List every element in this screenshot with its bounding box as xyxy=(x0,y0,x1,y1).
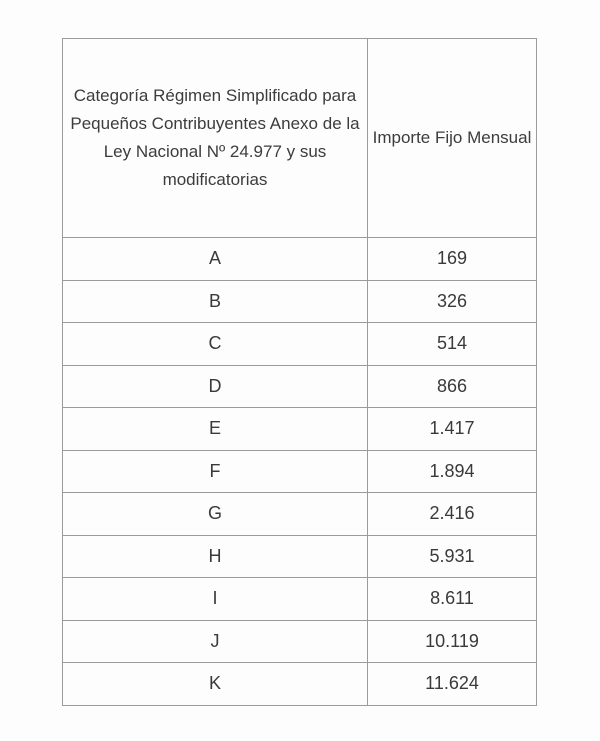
amount-cell: 10.119 xyxy=(368,620,537,663)
amount-cell: 169 xyxy=(368,238,537,281)
amount-cell: 1.417 xyxy=(368,408,537,451)
category-cell: J xyxy=(63,620,368,663)
category-amount-table xyxy=(62,38,537,706)
amount-cell: 5.931 xyxy=(368,535,537,578)
category-cell: D xyxy=(63,365,368,408)
table-row xyxy=(63,365,537,408)
amount-cell: 326 xyxy=(368,280,537,323)
table-row xyxy=(63,238,537,281)
table-row xyxy=(63,663,537,706)
category-cell: A xyxy=(63,238,368,281)
table-row xyxy=(63,578,537,621)
table-row xyxy=(63,323,537,366)
table-row xyxy=(63,493,537,536)
header-category: Categoría Régimen Simplificado para Pequeños Contribuyentes Anexo de la Ley Nacional Nº 24.977 y sus modificatorias xyxy=(63,39,368,238)
category-cell: F xyxy=(63,450,368,493)
amount-cell: 2.416 xyxy=(368,493,537,536)
category-cell: H xyxy=(63,535,368,578)
table-row xyxy=(63,450,537,493)
category-cell: G xyxy=(63,493,368,536)
table-row xyxy=(63,408,537,451)
header-amount: Importe Fijo Mensual xyxy=(368,39,537,238)
category-cell: I xyxy=(63,578,368,621)
amount-cell: 11.624 xyxy=(368,663,537,706)
amount-cell: 8.611 xyxy=(368,578,537,621)
amount-cell: 514 xyxy=(368,323,537,366)
amount-cell: 866 xyxy=(368,365,537,408)
table-row xyxy=(63,620,537,663)
table-row xyxy=(63,280,537,323)
category-cell: K xyxy=(63,663,368,706)
category-cell: C xyxy=(63,323,368,366)
category-cell: B xyxy=(63,280,368,323)
amount-cell: 1.894 xyxy=(368,450,537,493)
category-cell: E xyxy=(63,408,368,451)
table-header-row xyxy=(63,39,537,238)
table-row xyxy=(63,535,537,578)
